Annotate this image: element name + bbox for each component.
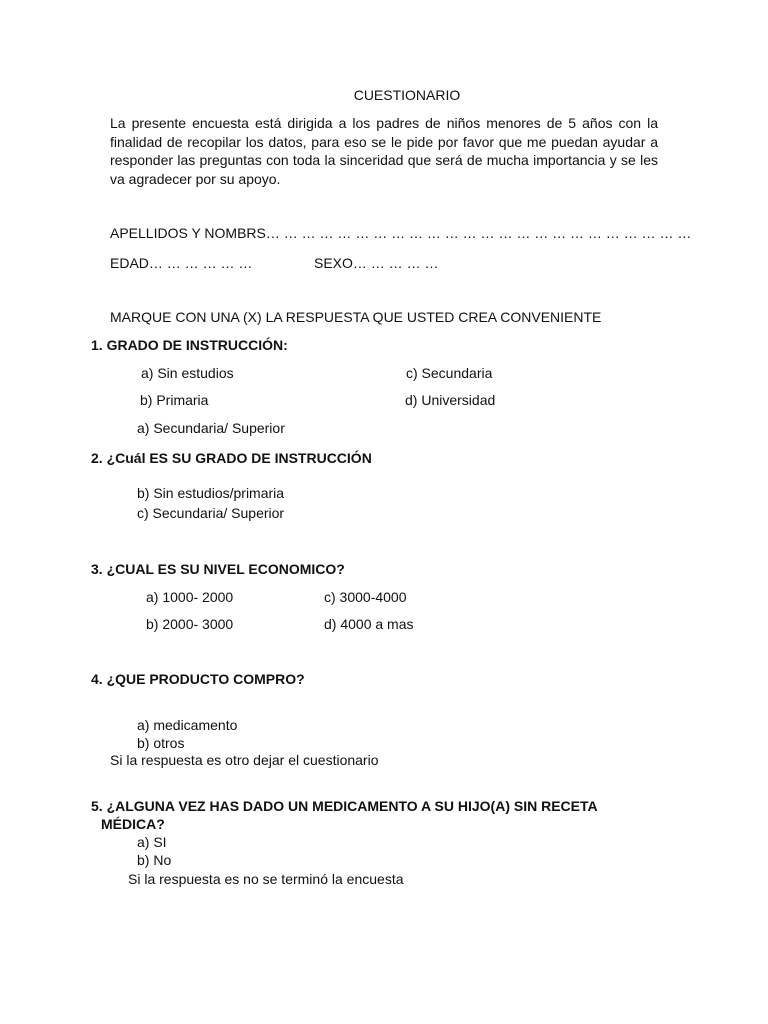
question-2-option-c: c) Secundaria/ Superior — [137, 505, 285, 521]
question-2-label: 2. ¿Cuál ES SU GRADO DE INSTRUCCIÓN — [91, 450, 372, 466]
name-field-line: APELLIDOS Y NOMBRS… … … … … … … … … … … … … … … … … … … … … … … … — [110, 225, 692, 241]
question-1-label: 1. GRADO DE INSTRUCCIÓN: — [91, 337, 288, 353]
question-3-label: 3. ¿CUAL ES SU NIVEL ECONOMICO? — [91, 561, 345, 577]
sex-field-line: SEXO… … … … … — [314, 255, 439, 271]
question-5-label-line2: MÉDICA? — [101, 816, 165, 832]
question-1-option-a2: a) Secundaria/ Superior — [137, 420, 285, 436]
question-5-option-b: b) No — [137, 852, 172, 868]
question-3-option-a: a) 1000- 2000 — [146, 589, 234, 605]
question-5-option-a: a) SI — [137, 834, 167, 850]
question-3-option-c: c) 3000-4000 — [324, 589, 407, 605]
question-2-option-b: b) Sin estudios/primaria — [137, 485, 285, 501]
question-4-option-a: a) medicamento — [137, 717, 238, 733]
question-3-option-d: d) 4000 a mas — [324, 616, 414, 632]
question-3-option-b: b) 2000- 3000 — [146, 616, 234, 632]
question-1-option-d: d) Universidad — [405, 392, 496, 408]
question-1-option-c: c) Secundaria — [406, 365, 493, 381]
question-5-note: Si la respuesta es no se terminó la encuesta — [128, 871, 404, 887]
question-4-note: Si la respuesta es otro dejar el cuestionario — [110, 752, 379, 768]
question-1-option-a: a) Sin estudios — [141, 365, 234, 381]
question-4-option-b: b) otros — [137, 735, 185, 751]
question-4-label: 4. ¿QUE PRODUCTO COMPRO? — [91, 671, 305, 687]
intro-paragraph: La presente encuesta está dirigida a los padres de niños menores de 5 años con la finalidad de recopilar los datos, para eso se le pide por favor que me puedan ayudar a responder las preguntas con toda la sinceridad que será de mucha importancia y se les va agradecer por su apoyo. — [110, 115, 658, 187]
document-title: CUESTIONARIO — [353, 87, 461, 103]
question-1-option-b: b) Primaria — [140, 392, 209, 408]
question-5-label-line1: 5. ¿ALGUNA VEZ HAS DADO UN MEDICAMENTO A SU HIJO(A) SIN RECETA — [91, 798, 598, 814]
age-field-line: EDAD… … … … … … — [110, 255, 253, 271]
instructions-text: MARQUE CON UNA (X) LA RESPUESTA QUE USTED CREA CONVENIENTE — [110, 309, 602, 325]
